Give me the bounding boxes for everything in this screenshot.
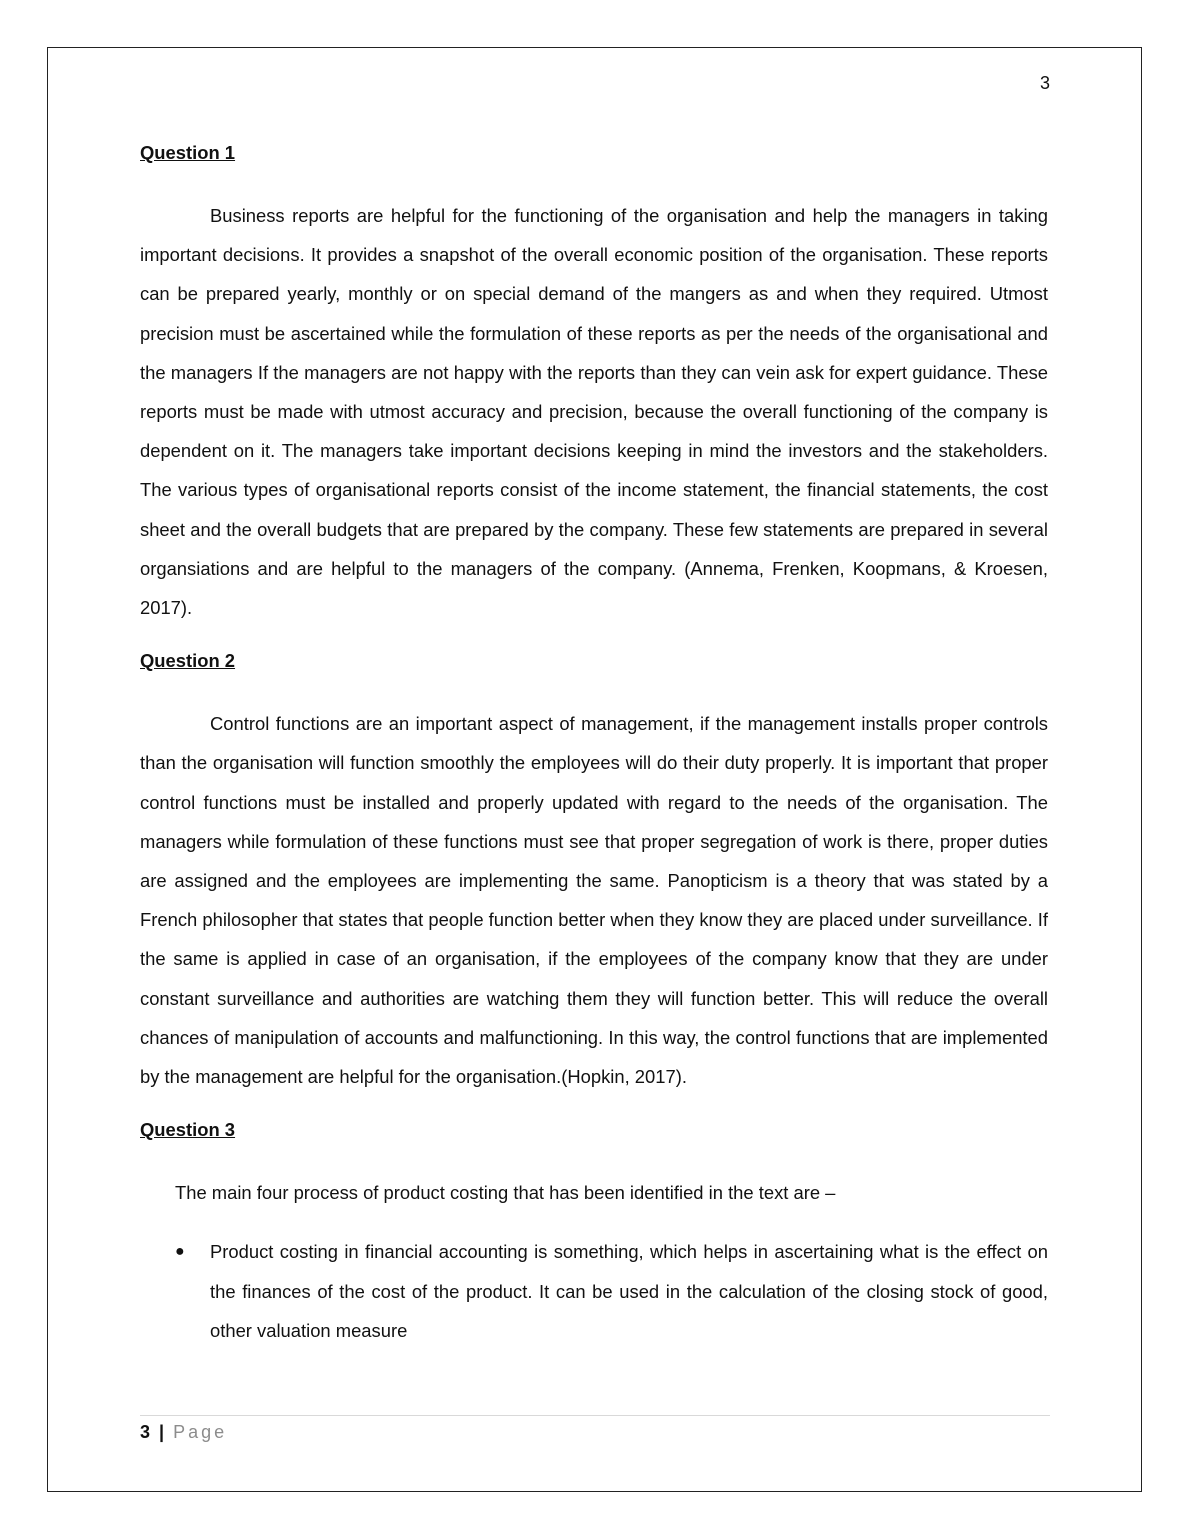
section-intro-question-3: The main four process of product costing that has been identified in the text are –: [175, 1182, 836, 1204]
section-heading-question-2: Question 2: [140, 650, 236, 672]
document-body: [140, 138, 1048, 1350]
footer-page-label: Page: [173, 1422, 228, 1442]
list-item-text: Product costing in financial accounting is something, which helps in ascertaining what is the effect on the finances of the cost of the product. It can be used in the calculation of the closing stock of good, other valuation measure: [210, 1241, 1048, 1341]
section-heading-question-3: Question 3: [140, 1119, 236, 1141]
list-item: [140, 1232, 1048, 1350]
footer-separator: |: [159, 1422, 165, 1442]
bullet-dot-icon: ●: [175, 1243, 185, 1261]
section-paragraph-question-1: Business reports are helpful for the functioning of the organisation and help the managers in taking important decisions. It provides a snapshot of the overall economic position of the organisation. These reports can be prepared yearly, monthly or on special demand of the mangers as and when they required. Utmost precision must be ascertained while the formulation of these reports as per the needs of the organisational and the managers If the managers are not happy with the reports than they can vein ask for expert guidance. These reports must be made with utmost accuracy and precision, because the overall functioning of the company is dependent on it. The managers take important decisions keeping in mind the investors and the stakeholders. The various types of organisational reports consist of the income statement, the financial statements, the cost sheet and the overall budgets that are prepared by the company. These few statements are prepared in several organsiations and are helpful to the managers of the company. (Annema, Frenken, Koopmans, & Kroesen, 2017).: [140, 205, 1048, 619]
section-heading-question-1: Question 1: [140, 142, 236, 163]
footer: [140, 1420, 227, 1444]
footer-page-number: 3: [140, 1422, 151, 1442]
section-paragraph-question-2: Control functions are an important aspect of management, if the management installs proper controls than the organisation will function smoothly the employees will do their duty properly. It is important that proper control functions must be installed and properly updated with regard to the needs of the organisation. The managers while formulation of these functions must see that proper segregation of work is there, proper duties are assigned and the employees are implementing the same. Panopticism is a theory that was stated by a French philosopher that states that people function better when they know they are placed under surveillance. If the same is applied in case of an organisation, if the employees of the company know that they are under constant surveillance and authorities are watching them they will function better. This will reduce the overall chances of manipulation of accounts and malfunctioning. In this way, the control functions that are implemented by the management are helpful for the organisation.(Hopkin, 2017).: [140, 713, 1048, 1088]
header-page-number: 3: [1039, 73, 1050, 93]
bullet-list: [140, 1232, 1048, 1350]
footer-divider: [140, 1415, 1050, 1416]
